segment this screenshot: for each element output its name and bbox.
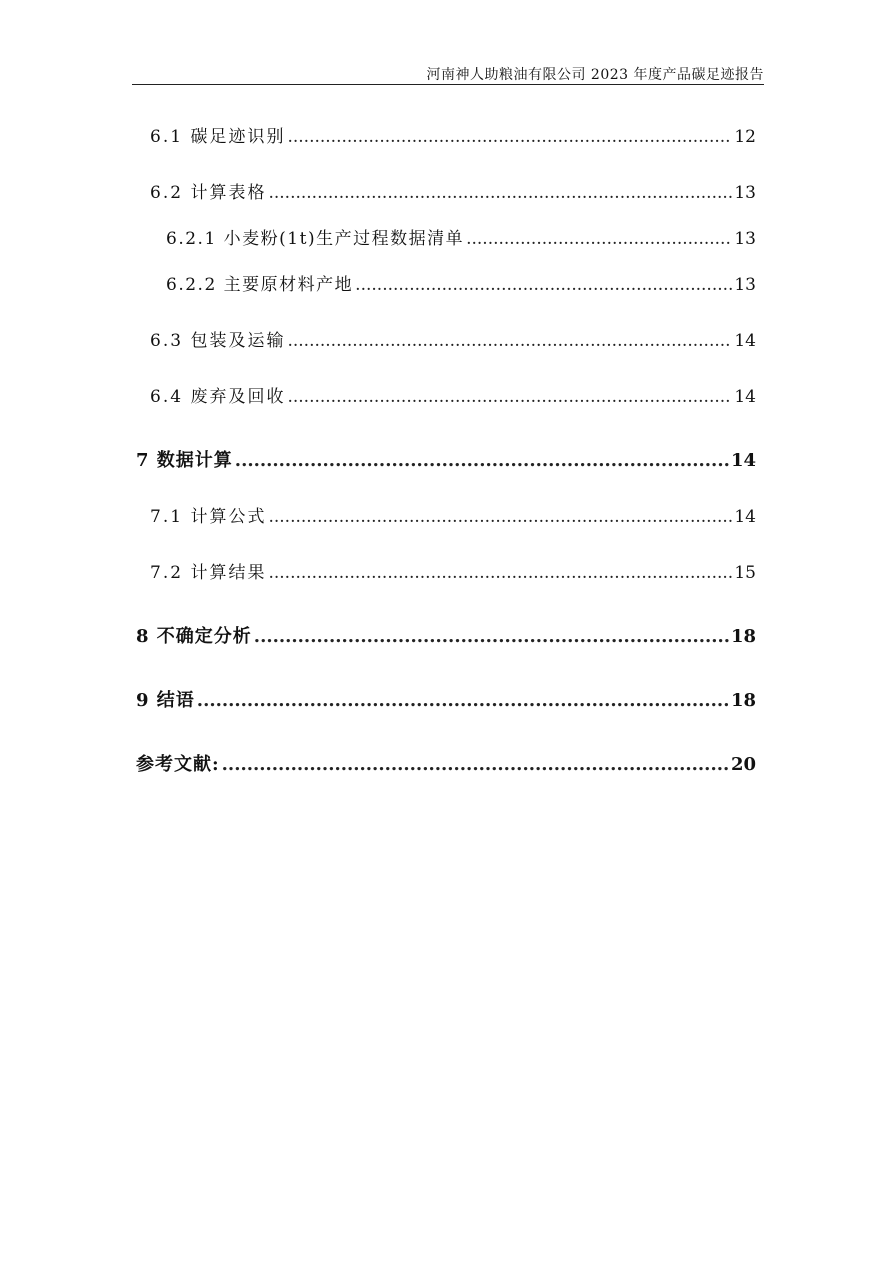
toc-entry-6-1[interactable] — [150, 122, 756, 147]
toc-entry-title: 6.2.2 主要原材料产地 — [166, 275, 354, 295]
toc-entry-page: 12 — [734, 127, 756, 147]
toc-entry-page: 14 — [734, 387, 756, 407]
toc-leader-dots — [235, 450, 729, 471]
toc-leader-dots — [268, 563, 732, 583]
toc-entry-6-2-2[interactable] — [166, 270, 756, 295]
toc-leader-dots — [287, 331, 732, 351]
toc-entry-references[interactable] — [136, 750, 756, 776]
toc-leader-dots — [268, 507, 732, 527]
toc-entry-page: 20 — [730, 754, 756, 775]
toc-entry-title: 6.2 计算表格 — [150, 183, 267, 203]
toc-entry-7-1[interactable] — [150, 502, 756, 527]
toc-entry-title: 8 不确定分析 — [136, 626, 252, 647]
toc-entry-title: 6.3 包装及运输 — [150, 331, 286, 351]
header-divider — [132, 84, 764, 85]
running-header: 河南神人助粮油有限公司 2023 年度产品碳足迹报告 — [426, 67, 764, 83]
toc-entry-title: 7 数据计算 — [136, 450, 233, 471]
toc-leader-dots — [466, 229, 732, 249]
toc-entry-6-2-1[interactable] — [166, 224, 756, 249]
toc-leader-dots — [268, 183, 732, 203]
toc-leader-dots — [197, 690, 729, 711]
toc-entry-8[interactable] — [136, 622, 756, 648]
toc-entry-title: 9 结语 — [136, 690, 195, 711]
toc-entry-page: 13 — [734, 183, 756, 203]
toc-entry-title: 6.1 碳足迹识别 — [150, 127, 286, 147]
toc-entry-page: 14 — [730, 450, 756, 471]
toc-leader-dots — [254, 626, 729, 647]
toc-entry-title: 7.1 计算公式 — [150, 507, 267, 527]
toc-leader-dots — [287, 387, 732, 407]
toc-entry-page: 18 — [730, 626, 756, 647]
toc-entry-6-4[interactable] — [150, 382, 756, 407]
toc-entry-page: 14 — [734, 331, 756, 351]
toc-entry-page: 13 — [734, 275, 756, 295]
toc-entry-title: 7.2 计算结果 — [150, 563, 267, 583]
toc-entry-title: 6.4 废弃及回收 — [150, 387, 286, 407]
toc-entry-page: 18 — [730, 690, 756, 711]
toc-leader-dots — [287, 127, 732, 147]
toc-leader-dots — [222, 754, 729, 775]
toc-entry-6-2[interactable] — [150, 178, 756, 203]
toc-entry-page: 14 — [734, 507, 756, 527]
toc-entry-page: 13 — [734, 229, 756, 249]
toc-entry-title: 6.2.1 小麦粉(1t)生产过程数据清单 — [166, 229, 465, 249]
toc-entry-7-2[interactable] — [150, 558, 756, 583]
toc-entry-9[interactable] — [136, 686, 756, 712]
toc-entry-6-3[interactable] — [150, 326, 756, 351]
toc-entry-title: 参考文献: — [136, 754, 220, 775]
toc-entry-page: 15 — [734, 563, 756, 583]
toc-leader-dots — [355, 275, 732, 295]
toc-entry-7[interactable] — [136, 446, 756, 472]
